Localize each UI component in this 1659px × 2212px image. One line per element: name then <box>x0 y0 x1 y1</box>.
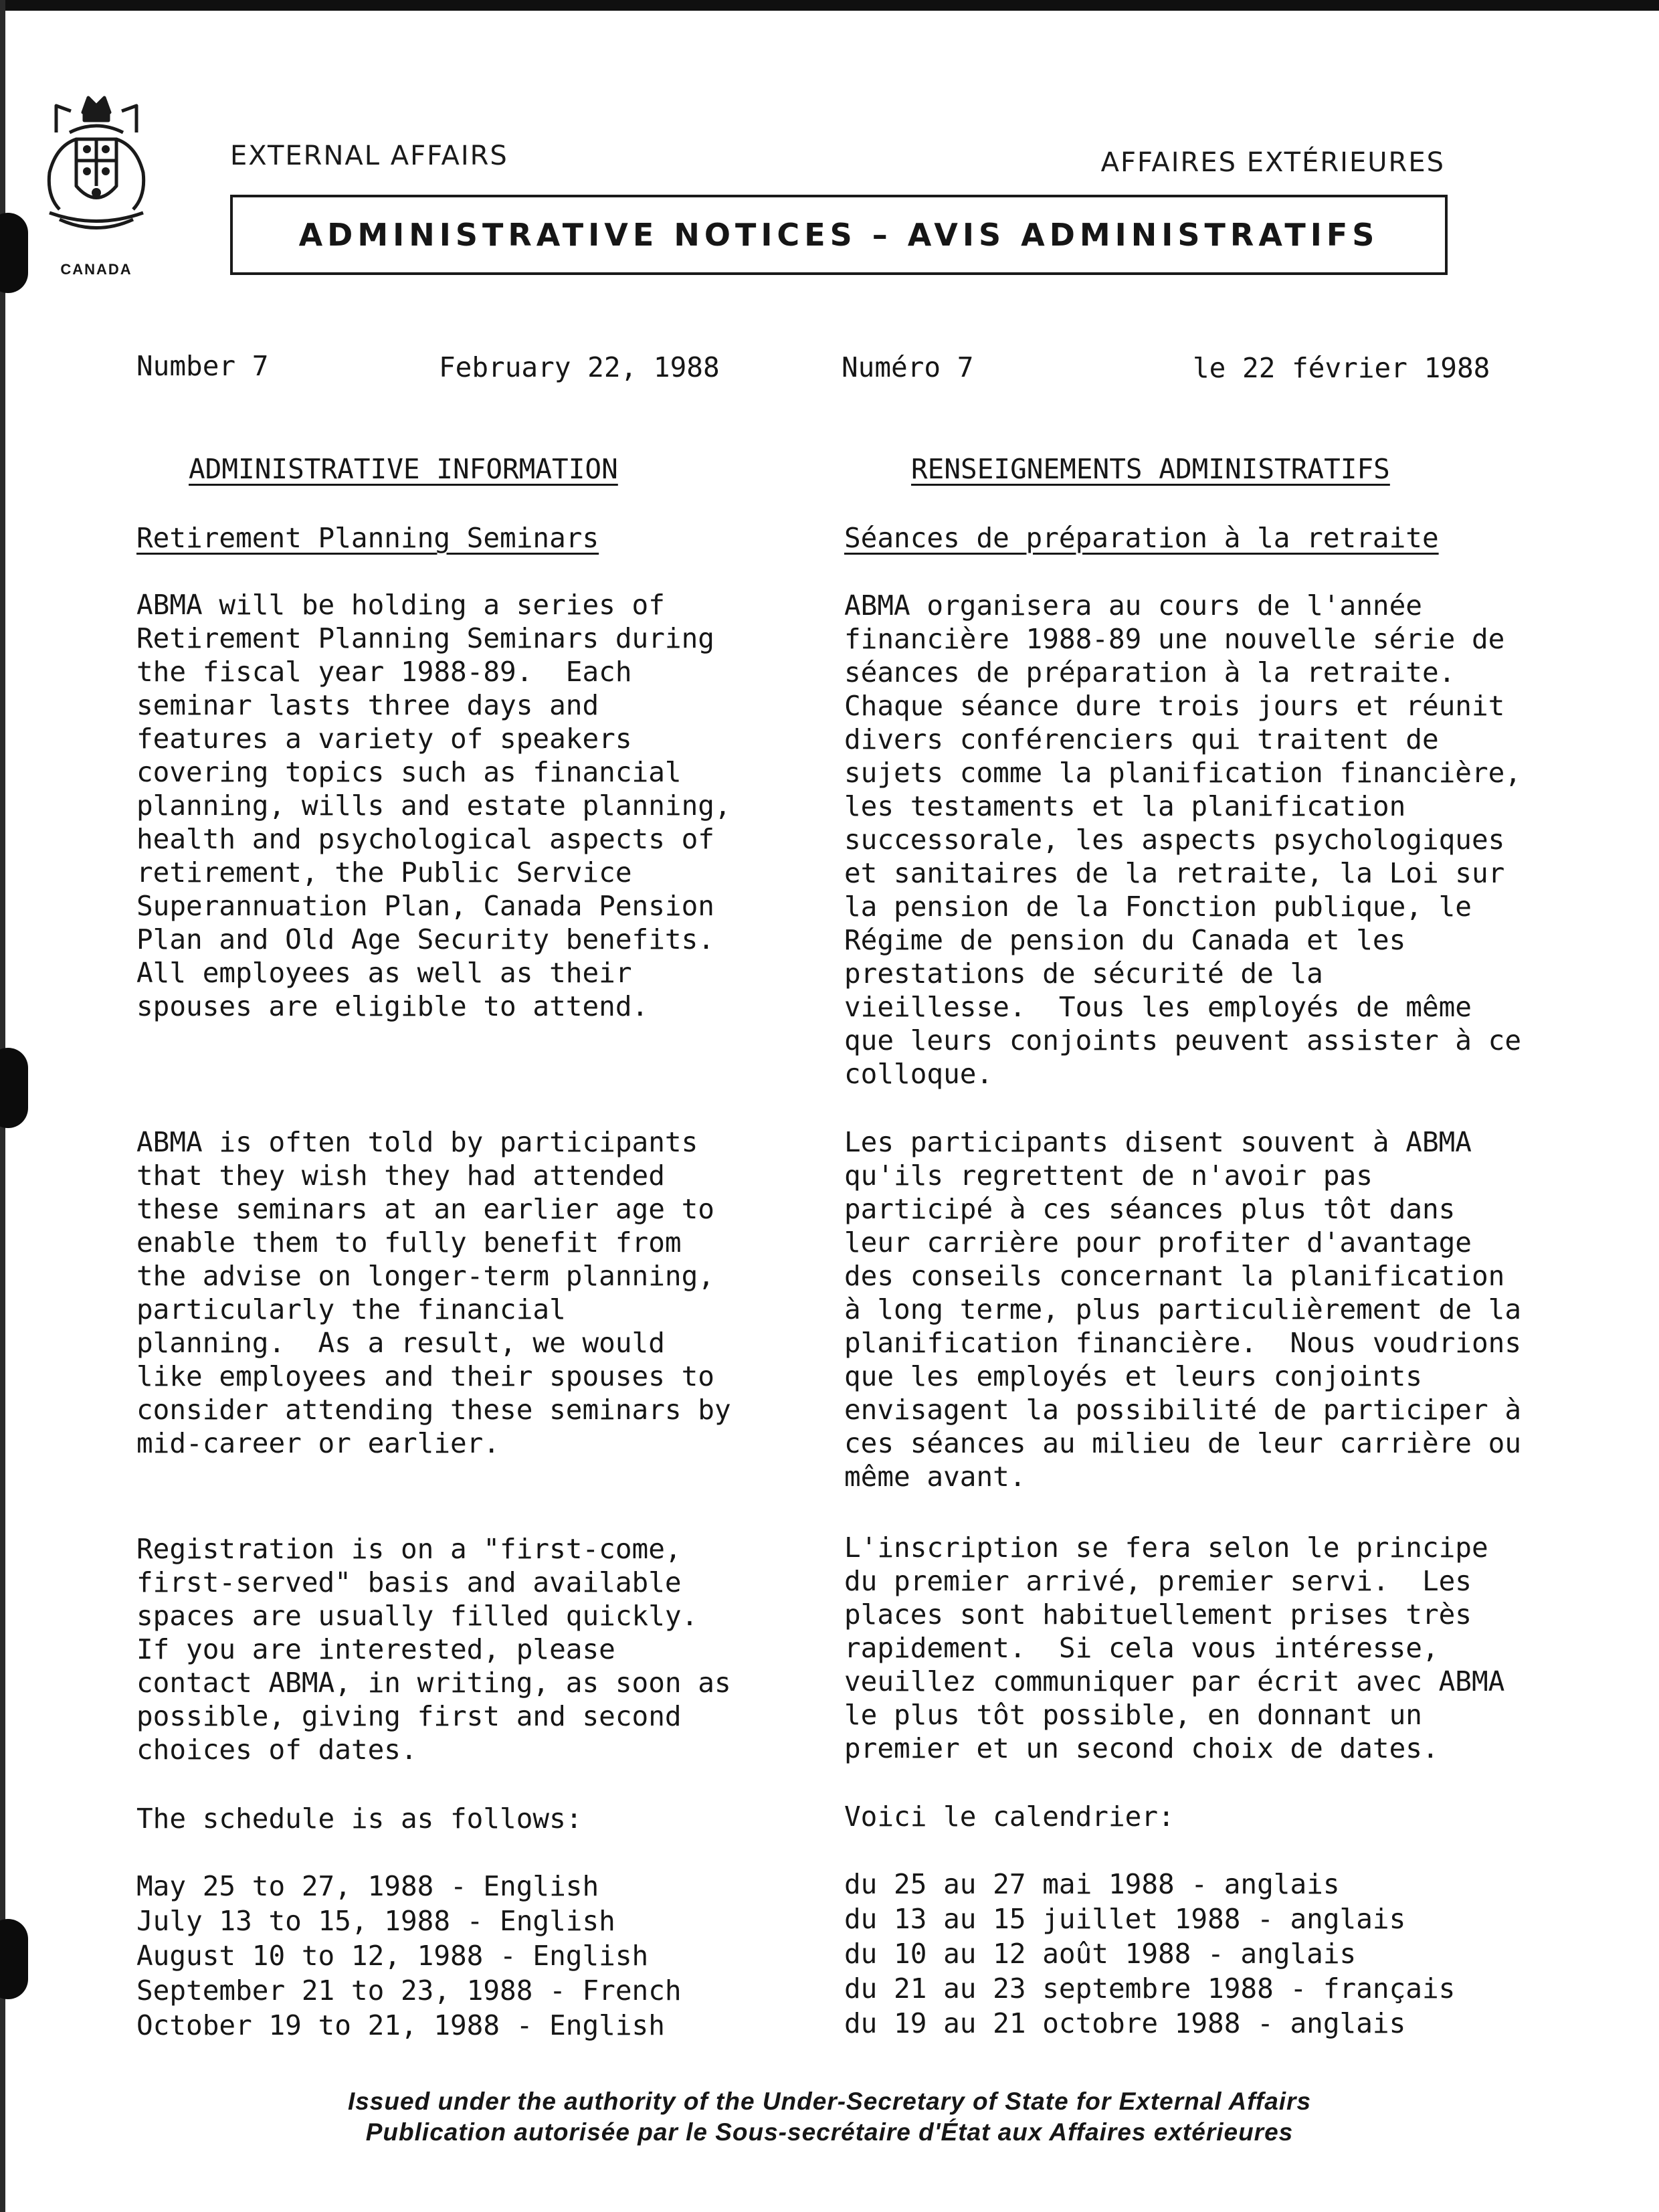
section-heading-english: ADMINISTRATIVE INFORMATION <box>189 453 618 485</box>
coat-of-arms-icon <box>29 86 163 240</box>
subheading-french: Séances de préparation à la retraite <box>844 522 1439 554</box>
subheading-english: Retirement Planning Seminars <box>136 522 599 554</box>
paragraph-english-intro: ABMA will be holding a series of Retirement Planning Seminars during the fiscal year 1988-89. Each seminar lasts three days and features a variety of speakers covering topics such as financial planning, wills and estate planning, health and psychological aspects of retirement, the Public Service Superannuation Plan, Canada Pension Plan and Old Age Security benefits. All employees as well as their spouses are eligible to attend. <box>136 589 731 1022</box>
paragraph-english-advice: ABMA is often told by participants that they wish they had attended these seminars at an earlier age to enable them to fully benefit from the advise on longer-term planning, particularly the financial planning. As a result, we would like employees and their spouses to consider attending these seminars by mid-career or earlier. <box>136 1126 731 1459</box>
footer-authority-french: Publication autorisée par le Sous-secrétaire d'État aux Affaires extérieures <box>365 2118 1294 2146</box>
schedule-list-french: du 25 au 27 mai 1988 - anglais du 13 au 15 juillet 1988 - anglais du 10 au 12 août 1988 - anglais du 21 au 23 septembre 1988 - français du 19 au 21 octobre 1988 - anglais <box>844 1868 1456 2039</box>
department-name-french: AFFAIRES EXTÉRIEURES <box>1100 147 1445 178</box>
footer-authority-english: Issued under the authority of the Under-Secretary of State for External Affairs <box>347 2088 1312 2115</box>
canada-wordmark: CANADA <box>60 261 132 278</box>
schedule-intro-english: The schedule is as follows: <box>136 1803 583 1835</box>
punch-hole <box>0 1048 28 1128</box>
paragraph-french-registration: L'inscription se fera selon le principe du premier arrivé, premier servi. Les places sont habituellement prises très rapidement. Si cela vous intéresse, veuillez communiquer par écrit avec ABMA le plus tôt possible, en donnant un premier et un second choix de dates. <box>844 1532 1505 1764</box>
punch-hole <box>0 1919 28 1999</box>
section-heading-french: RENSEIGNEMENTS ADMINISTRATIFS <box>911 453 1390 485</box>
issue-number-french: Numéro 7 <box>842 351 974 383</box>
paragraph-french-advice: Les participants disent souvent à ABMA qu'ils regrettent de n'avoir pas participé à ces séances plus tôt dans leur carrière pour profiter d'avantage des conseils concernant la planification à long terme, plus particulièrement de la planification financière. Nous voudrions que les employés et leurs conjoints envisagent la possibilité de participer à ces séances au milieu de leur carrière ou même avant. <box>844 1126 1522 1493</box>
paragraph-english-registration: Registration is on a "first-come, first-served" basis and available spaces are usually filled quickly. If you are interested, please contact ABMA, in writing, as soon as possible, giving first and second choices of dates. <box>136 1533 731 1766</box>
paragraph-french-intro: ABMA organisera au cours de l'année financière 1988-89 une nouvelle série de séances de préparation à la retraite. Chaque séance dure trois jours et réunit divers conférenciers qui traitent de sujets comme la planification financière, les testaments et la planification successorale, les aspects psychologiques et sanitaires de la retraite, la Loi sur la pension de la Fonction publique, le Régime de pension du Canada et les prestations de sécurité de la vieillesse. Tous les employés de même que leurs conjoints peuvent assister à ce colloque. <box>844 589 1522 1090</box>
issue-date-english: February 22, 1988 <box>439 351 720 383</box>
schedule-intro-french: Voici le calendrier: <box>844 1801 1175 1833</box>
scan-edge-top <box>0 0 1659 11</box>
issue-date-french: le 22 février 1988 <box>1193 352 1490 384</box>
department-name-english: EXTERNAL AFFAIRS <box>230 141 508 171</box>
issue-number-english: Number 7 <box>136 350 269 382</box>
document-title: ADMINISTRATIVE NOTICES – AVIS ADMINISTRATIFS <box>298 217 1379 253</box>
schedule-list-english: May 25 to 27, 1988 - English July 13 to 15, 1988 - English August 10 to 12, 1988 - English September 21 to 23, 1988 - French October 19 to 21, 1988 - English <box>136 1870 682 2041</box>
canada-coat-of-arms <box>29 86 163 278</box>
title-box <box>230 195 1448 275</box>
punch-hole <box>0 213 28 293</box>
